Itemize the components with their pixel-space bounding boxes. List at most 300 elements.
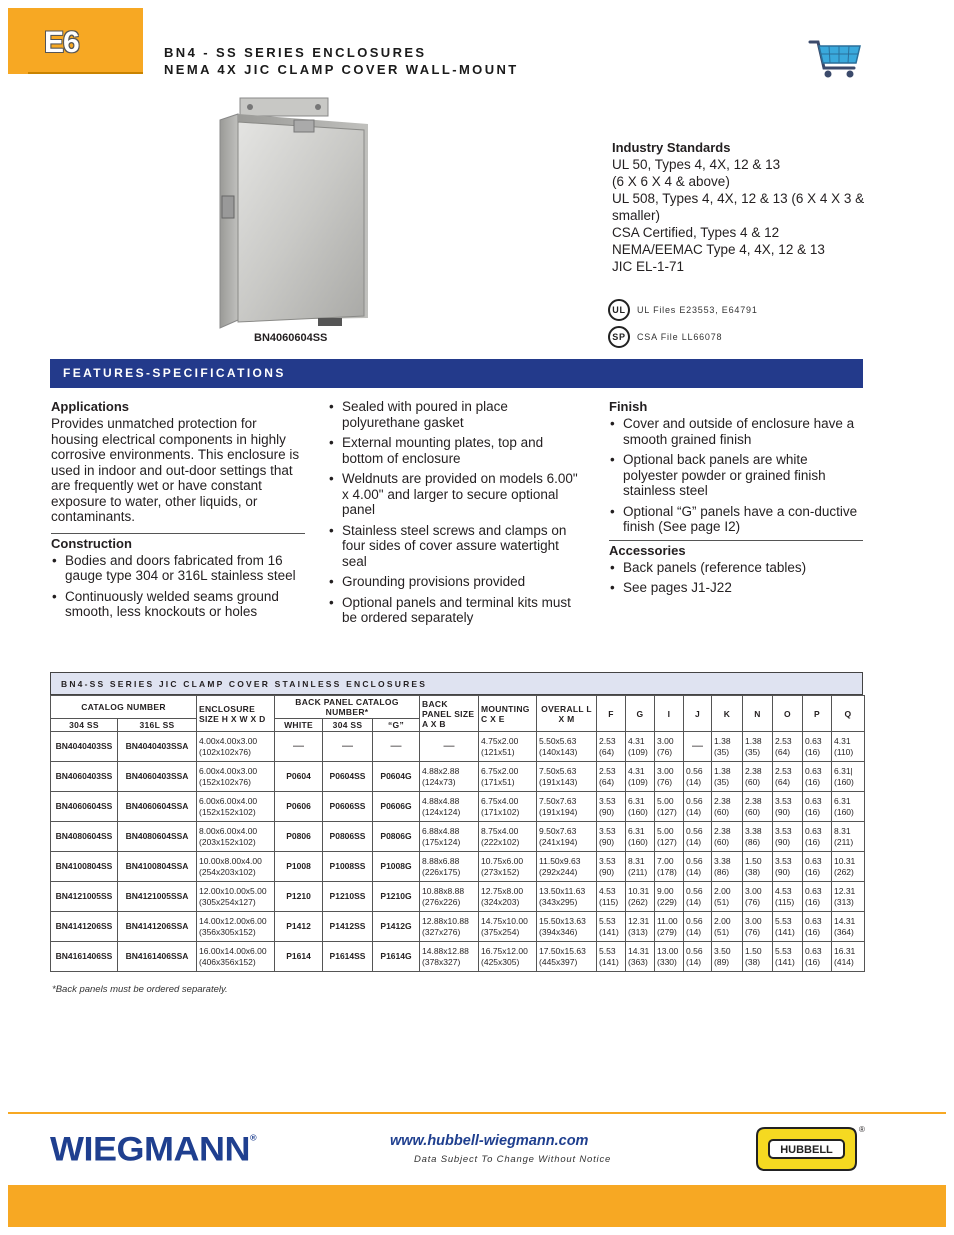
panel-304ss-text: —: [342, 740, 354, 752]
csa-logo-icon: SP: [608, 326, 630, 348]
dim-q: [832, 882, 865, 912]
mounting-text: 16.75x12.00: [481, 945, 528, 956]
divider: [51, 533, 305, 534]
panel-g: [373, 762, 420, 792]
dim-p-text: (16): [805, 956, 821, 967]
table-row: [51, 882, 865, 912]
catalog-316lss-text: BN4161406SSA: [125, 951, 189, 961]
enclosure-size-text: (305x254x127): [199, 896, 256, 907]
catalog-304ss: [51, 822, 118, 852]
dim-p: [803, 732, 832, 762]
enclosure-size: [197, 762, 275, 792]
dim-o-text: (90): [775, 806, 791, 817]
list-item: • Stainless steel screws and clamps on four sides of cover assure watertight seal: [328, 523, 578, 570]
dim-k-text: 2.00: [714, 915, 731, 926]
back-panel-size: [420, 792, 479, 822]
dim-j: [684, 792, 712, 822]
dim-n: [743, 822, 773, 852]
mounting: [479, 762, 537, 792]
catalog-304ss-text: BN4080604SS: [55, 831, 113, 841]
dim-n: [743, 912, 773, 942]
dim-k-text: (51): [714, 926, 730, 937]
mounting: [479, 732, 537, 762]
dim-f-text: 3.53: [599, 825, 616, 836]
dim-g-text: (262): [628, 896, 648, 907]
dim-q: [832, 852, 865, 882]
mounting-text: (171x102): [481, 806, 520, 817]
dim-o-text: (64): [775, 776, 791, 787]
accessories-heading: Accessories: [609, 542, 686, 558]
panel-g: [373, 822, 420, 852]
ul-files-text: UL Files E23553, E64791: [637, 305, 758, 315]
dim-p-text: 0.63: [805, 735, 822, 746]
dim-q-text: 6.31: [834, 795, 851, 806]
header-letter: O: [773, 696, 803, 732]
dim-o: [773, 852, 803, 882]
list-item: • Optional panels and terminal kits must be ordered separately: [328, 595, 578, 626]
dim-o-text: 3.53: [775, 855, 792, 866]
enclosure-size-text: 8.00x6.00x4.00: [199, 825, 258, 836]
divider: [609, 540, 863, 541]
dim-p-text: 0.63: [805, 855, 822, 866]
dim-k: [712, 732, 743, 762]
table-row: [51, 762, 865, 792]
catalog-316lss-text: BN4100804SSA: [125, 861, 189, 871]
header-back-panel: BACK PANEL CATALOG NUMBER*: [275, 696, 420, 719]
panel-304ss: [323, 732, 373, 762]
dim-q-text: (160): [834, 776, 854, 787]
catalog-316lss: [118, 852, 197, 882]
back-panel-size-text: —: [443, 740, 455, 752]
overall-text: (140x143): [539, 746, 578, 757]
catalog-316lss-text: BN4080604SSA: [125, 831, 189, 841]
dim-j-text: 0.56: [686, 765, 703, 776]
table-row: [51, 852, 865, 882]
dim-o-text: (64): [775, 746, 791, 757]
dim-j-text: (14): [686, 866, 702, 877]
back-panel-size: [420, 912, 479, 942]
panel-white: [275, 852, 323, 882]
panel-304ss-text: P1412SS: [329, 921, 366, 931]
dim-q-text: (110): [834, 746, 854, 757]
construction-heading: Construction: [51, 535, 132, 551]
dim-q-text: 4.31: [834, 735, 851, 746]
dim-f-text: 2.53: [599, 765, 616, 776]
back-panel-size-text: 6.88x4.88: [422, 825, 460, 836]
dim-j-text: 0.56: [686, 795, 703, 806]
mounting-text: 12.75x8.00: [481, 885, 524, 896]
panel-white-text: P1210: [286, 891, 311, 901]
dim-p-text: (16): [805, 896, 821, 907]
panel-g-text: P1008G: [380, 861, 412, 871]
dim-p-text: 0.63: [805, 885, 822, 896]
dim-k-text: (86): [714, 866, 730, 877]
overall-text: 5.50x5.63: [539, 735, 577, 746]
dim-g: [626, 822, 655, 852]
finish-list: [609, 416, 863, 535]
applications-heading: Applications: [51, 399, 130, 414]
dim-k: [712, 822, 743, 852]
mounting-text: (171x51): [481, 776, 515, 787]
panel-g-text: P0606G: [380, 801, 412, 811]
dim-p: [803, 912, 832, 942]
dim-f-text: (141): [599, 926, 619, 937]
panel-304ss: [323, 822, 373, 852]
dim-o: [773, 732, 803, 762]
dim-j: [684, 912, 712, 942]
overall-text: 15.50x13.63: [539, 915, 586, 926]
dim-p-text: (16): [805, 866, 821, 877]
dim-f-text: 2.53: [599, 735, 616, 746]
overall: [537, 762, 597, 792]
dim-f-text: 5.53: [599, 945, 616, 956]
dim-i: [655, 792, 684, 822]
mounting-text: (375x254): [481, 926, 520, 937]
applications-text: Provides unmatched protection for housing electrical components in highly corrosive environments. This enclosure is used in indoor and out-door settings that are frequently wet or have constant exposure to water, other liquids, or contaminants.: [51, 416, 300, 524]
back-panel-size: [420, 762, 479, 792]
dim-k-text: 2.38: [714, 825, 731, 836]
overall-text: 7.50x7.63: [539, 795, 577, 806]
dim-p-text: 0.63: [805, 825, 822, 836]
change-notice: Data Subject To Change Without Notice: [414, 1154, 612, 1165]
panel-304ss-text: P1008SS: [329, 861, 366, 871]
panel-white: [275, 732, 323, 762]
back-panel-size-text: 10.88x8.88: [422, 885, 465, 896]
mounting-text: (121x51): [481, 746, 515, 757]
panel-white: [275, 912, 323, 942]
standard-line: JIC EL-1-71: [612, 259, 685, 274]
dim-j-text: (14): [686, 776, 702, 787]
dim-k-text: 3.38: [714, 855, 731, 866]
dim-o: [773, 882, 803, 912]
dim-g-text: 14.31: [628, 945, 650, 956]
dim-n: [743, 792, 773, 822]
catalog-304ss: [51, 912, 118, 942]
header-letter: Q: [832, 696, 865, 732]
panel-304ss: [323, 852, 373, 882]
mounting-text: (273x152): [481, 866, 520, 877]
dim-o-text: 4.53: [775, 885, 792, 896]
panel-white-text: P1412: [286, 921, 311, 931]
dim-n-text: 3.00: [745, 885, 762, 896]
catalog-316lss: [118, 762, 197, 792]
dim-o-text: 5.53: [775, 945, 792, 956]
mounting-text: 6.75x2.00: [481, 765, 519, 776]
dim-g: [626, 852, 655, 882]
page-header: [164, 44, 519, 78]
mounting: [479, 792, 537, 822]
dim-n-text: 2.38: [745, 765, 762, 776]
catalog-304ss-text: BN4121005SS: [55, 891, 113, 901]
dim-n-text: (35): [745, 746, 761, 757]
list-item: • Optional “G” panels have a con-ductive finish (See page I2): [609, 504, 863, 535]
dim-i-text: 3.00: [657, 735, 674, 746]
dim-n-text: (86): [745, 836, 761, 847]
overall-text: (191x194): [539, 806, 578, 817]
dim-i-text: 11.00: [657, 915, 678, 926]
dim-p: [803, 942, 832, 972]
mounting: [479, 882, 537, 912]
dim-n: [743, 942, 773, 972]
brand-registered-mark: ®: [249, 1132, 257, 1143]
standard-line: UL 50, Types 4, 4X, 12 & 13: [612, 157, 781, 172]
dim-g-text: 8.31: [628, 855, 645, 866]
enclosure-size-text: (203x152x102): [199, 836, 256, 847]
panel-304ss: [323, 762, 373, 792]
dim-i-text: (76): [657, 776, 673, 787]
dim-q-text: (262): [834, 866, 854, 877]
dim-o: [773, 912, 803, 942]
back-panel-size-text: (378x327): [422, 956, 461, 967]
dim-p-text: (16): [805, 806, 821, 817]
dim-i-text: (127): [657, 806, 677, 817]
mounting: [479, 822, 537, 852]
dim-o-text: (115): [775, 896, 795, 907]
back-panel-size-text: (276x226): [422, 896, 461, 907]
overall-text: (292x244): [539, 866, 578, 877]
panel-g-text: P1614G: [380, 951, 412, 961]
back-panel-size-text: 14.88x12.88: [422, 945, 469, 956]
panel-g-text: —: [390, 740, 402, 752]
dim-k-text: (60): [714, 836, 730, 847]
back-panel-size-text: 8.88x6.88: [422, 855, 460, 866]
dim-o-text: (90): [775, 836, 791, 847]
finish-heading: Finish: [609, 399, 648, 414]
industry-standards: [612, 140, 874, 275]
footer-divider: [8, 1112, 946, 1114]
dim-g-text: (160): [628, 836, 648, 847]
back-panel-size-text: 4.88x4.88: [422, 795, 460, 806]
back-panel-size: [420, 852, 479, 882]
spec-table: [50, 695, 865, 972]
catalog-304ss-text: BN4040403SS: [55, 741, 113, 751]
header-letter: J: [684, 696, 712, 732]
dim-f-text: (115): [599, 896, 619, 907]
dim-o-text: 5.53: [775, 915, 792, 926]
panel-304ss: [323, 942, 373, 972]
dim-q: [832, 732, 865, 762]
dim-j: [684, 852, 712, 882]
back-panel-size-text: (124x73): [422, 776, 456, 787]
standard-line: NEMA/EEMAC Type 4, 4X, 12 & 13: [612, 242, 825, 257]
catalog-304ss: [51, 762, 118, 792]
overall-text: (241x194): [539, 836, 578, 847]
dim-p-text: (16): [805, 776, 821, 787]
dim-i: [655, 732, 684, 762]
header-overall: OVERALL L X M: [537, 696, 597, 732]
dim-n-text: (60): [745, 806, 761, 817]
mounting-text: (324x203): [481, 896, 520, 907]
panel-white: [275, 762, 323, 792]
panel-white-text: P0604: [286, 771, 311, 781]
header-letter: G: [626, 696, 655, 732]
enclosure-table: [50, 672, 863, 972]
dim-n-text: (38): [745, 866, 761, 877]
hubbell-logo: [755, 1126, 858, 1172]
dim-i-text: 9.00: [657, 885, 674, 896]
mounting: [479, 912, 537, 942]
dim-q-text: 16.31: [834, 945, 856, 956]
dim-g-text: (109): [628, 776, 648, 787]
dim-j-text: —: [692, 740, 704, 752]
dim-i: [655, 762, 684, 792]
shopping-cart-icon[interactable]: [808, 36, 864, 80]
dim-n-text: (76): [745, 896, 761, 907]
dim-k-text: 1.38: [714, 765, 731, 776]
catalog-304ss: [51, 732, 118, 762]
dim-f: [597, 912, 626, 942]
panel-g-text: P0604G: [380, 771, 412, 781]
dim-p: [803, 762, 832, 792]
overall: [537, 912, 597, 942]
list-item: • External mounting plates, top and bottom of enclosure: [328, 435, 578, 466]
table-footnote: *Back panels must be ordered separately.: [52, 984, 228, 995]
hubbell-logo-text: HUBBELL: [780, 1144, 833, 1156]
brand-name: WIEGMANN: [50, 1129, 250, 1168]
ul-logo-icon: UL: [608, 299, 630, 321]
header-catalog: CATALOG NUMBER: [51, 696, 197, 719]
enclosure-size: [197, 852, 275, 882]
enclosure-size: [197, 822, 275, 852]
dim-n-text: (38): [745, 956, 761, 967]
enclosure-size: [197, 882, 275, 912]
dim-o-text: 2.53: [775, 735, 792, 746]
panel-white: [275, 882, 323, 912]
dim-g-text: (363): [628, 956, 648, 967]
dim-o: [773, 792, 803, 822]
panel-304ss-text: P1210SS: [329, 891, 366, 901]
overall-text: 11.50x9.63: [539, 855, 581, 866]
dim-o: [773, 822, 803, 852]
header-enclosure-size: ENCLOSURE SIZE H X W X D: [197, 696, 275, 732]
dim-i-text: (330): [657, 956, 677, 967]
dim-o-text: 3.53: [775, 825, 792, 836]
dim-i: [655, 822, 684, 852]
overall-text: 9.50x7.63: [539, 825, 577, 836]
panel-g-text: P0806G: [380, 831, 412, 841]
dim-k: [712, 942, 743, 972]
header-letter: N: [743, 696, 773, 732]
dim-j: [684, 882, 712, 912]
list-item: • Optional back panels are white polyester powder or grained finish stainless steel: [609, 452, 863, 499]
header-letter: K: [712, 696, 743, 732]
enclosure-size: [197, 912, 275, 942]
table-title: BN4-SS SERIES JIC CLAMP COVER STAINLESS ENCLOSURES: [50, 672, 863, 695]
catalog-316lss-text: BN4040403SSA: [125, 741, 189, 751]
dim-g-text: (160): [628, 806, 648, 817]
panel-g-text: P1412G: [380, 921, 412, 931]
dim-i-text: (229): [657, 896, 677, 907]
catalog-304ss: [51, 852, 118, 882]
dim-q: [832, 912, 865, 942]
dim-p-text: 0.63: [805, 795, 822, 806]
catalog-316lss-text: BN4060604SSA: [125, 801, 189, 811]
dim-i-text: (127): [657, 836, 677, 847]
panel-white: [275, 942, 323, 972]
table-row: [51, 732, 865, 762]
dim-f: [597, 942, 626, 972]
list-item: • See pages J1-J22: [609, 580, 863, 596]
standards-heading: Industry Standards: [612, 140, 731, 155]
dim-f: [597, 732, 626, 762]
list-item: • Back panels (reference tables): [609, 560, 863, 576]
mounting-text: (425x305): [481, 956, 520, 967]
dim-f: [597, 792, 626, 822]
dim-f-text: 4.53: [599, 885, 616, 896]
mounting-text: 8.75x4.00: [481, 825, 519, 836]
dim-j: [684, 732, 712, 762]
dim-g-text: 4.31: [628, 735, 645, 746]
dim-k-text: (35): [714, 776, 730, 787]
dim-p: [803, 882, 832, 912]
dim-k-text: 1.38: [714, 735, 731, 746]
overall: [537, 792, 597, 822]
dim-n-text: 2.38: [745, 795, 762, 806]
dim-k-text: 2.38: [714, 795, 731, 806]
back-panel-size: [420, 882, 479, 912]
back-panel-size: [420, 732, 479, 762]
hubbell-registered-mark: ®: [859, 1125, 865, 1134]
dim-q: [832, 942, 865, 972]
panel-304ss-text: P1614SS: [329, 951, 366, 961]
dim-j-text: (14): [686, 956, 702, 967]
list-item: • Weldnuts are provided on models 6.00" x 4.00" and larger to secure optional panel: [328, 471, 578, 518]
dim-f: [597, 852, 626, 882]
dim-i: [655, 882, 684, 912]
table-row: [51, 822, 865, 852]
dim-g-text: (313): [628, 926, 648, 937]
list-item: • Continuously welded seams ground smooth, less knockouts or holes: [51, 589, 305, 620]
overall-text: 17.50x15.63: [539, 945, 586, 956]
dim-j-text: 0.56: [686, 855, 703, 866]
panel-white: [275, 792, 323, 822]
dim-k: [712, 882, 743, 912]
catalog-316lss-text: BN4060403SSA: [125, 771, 189, 781]
panel-g-text: P1210G: [380, 891, 412, 901]
dim-g-text: (109): [628, 746, 648, 757]
panel-white-text: P0606: [286, 801, 311, 811]
overall-text: 13.50x11.63: [539, 885, 586, 896]
back-panel-size-text: (226x175): [422, 866, 461, 877]
page-tab-underline: [28, 72, 143, 74]
dim-n-text: 3.00: [745, 915, 762, 926]
header-back-panel-size: BACK PANEL SIZE A X B: [420, 696, 479, 732]
dim-n: [743, 852, 773, 882]
website-link[interactable]: www.hubbell-wiegmann.com: [390, 1133, 589, 1149]
dim-f-text: (64): [599, 746, 615, 757]
catalog-316lss: [118, 732, 197, 762]
mounting-text: 6.75x4.00: [481, 795, 519, 806]
enclosure-size: [197, 942, 275, 972]
dim-i-text: (178): [657, 866, 677, 877]
dim-p: [803, 792, 832, 822]
dim-k: [712, 792, 743, 822]
enclosure-size-text: (356x305x152): [199, 926, 256, 937]
dim-n-text: 1.50: [745, 855, 762, 866]
standard-line: CSA Certified, Types 4 & 12: [612, 225, 780, 240]
enclosure-size-text: 6.00x6.00x4.00: [199, 795, 258, 806]
dim-q: [832, 792, 865, 822]
catalog-316lss-text: BN4141206SSA: [125, 921, 189, 931]
dim-o: [773, 762, 803, 792]
overall: [537, 732, 597, 762]
dim-f-text: 5.53: [599, 915, 616, 926]
dim-k-text: (51): [714, 896, 730, 907]
enclosure-size-text: 4.00x4.00x3.00: [199, 735, 258, 746]
enclosure-size-text: (406x356x152): [199, 956, 256, 967]
back-panel-size-text: 12.88x10.88: [422, 915, 469, 926]
features-specifications-bar: FEATURES-SPECIFICATIONS: [50, 359, 863, 388]
